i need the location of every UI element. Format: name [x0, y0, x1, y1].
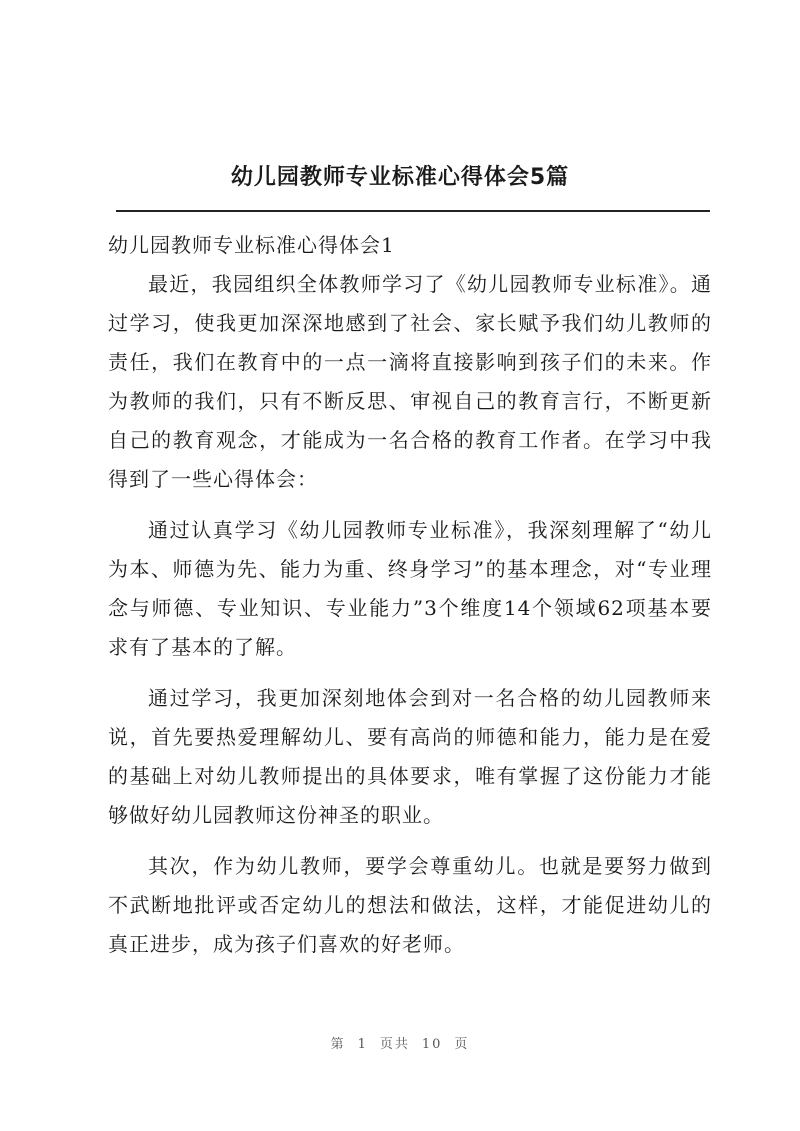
paragraph-4: 其次，作为幼儿教师，要学会尊重幼儿。也就是要努力做到不武断地批评或否定幼儿的想法和做法，这样，才能促进幼儿的真正进步，成为孩子们喜欢的好老师。 [108, 854, 712, 956]
document-body [108, 226, 712, 976]
footer-prefix: 第 [330, 1037, 346, 1052]
page-footer [0, 1033, 800, 1052]
footer-middle: 页共 [379, 1037, 410, 1052]
document-title: 幼儿园教师专业标准心得体会5篇 [230, 165, 570, 190]
title-divider [116, 210, 710, 212]
footer-total-pages: 10 [421, 1037, 443, 1052]
paragraph-2: 通过认真学习《幼儿园教师专业标准》，我深刻理解了“幼儿为本、师德为先、能力为重、终身学习”的基本理念，对“专业理念与师德、专业知识、专业能力”3个维度14个领域62项基本要求有了基本的了解。 [108, 518, 712, 659]
footer-suffix: 页 [454, 1037, 470, 1052]
footer-current-page: 1 [357, 1037, 368, 1052]
paragraph-3: 通过学习，我更加深刻地体会到对一名合格的幼儿园教师来说，首先要热爱理解幼儿、要有高尚的师德和能力，能力是在爱的基础上对幼儿教师提出的具体要求，唯有掌握了这份能力才能够做好幼儿园教师这份神圣的职业。 [108, 686, 712, 827]
paragraph-1: 最近，我园组织全体教师学习了《幼儿园教师专业标准》。通过学习，使我更加深深地感到了社会、家长赋予我们幼儿教师的责任，我们在教育中的一点一滴将直接影响到孩子们的未来。作为教师的我们，只有不断反思、审视自己的教育言行，不断更新自己的教育观念，才能成为一名合格的教育工作者。在学习中我得到了一些心得体会： [108, 272, 712, 491]
section-heading: 幼儿园教师专业标准心得体会1 [108, 233, 395, 257]
